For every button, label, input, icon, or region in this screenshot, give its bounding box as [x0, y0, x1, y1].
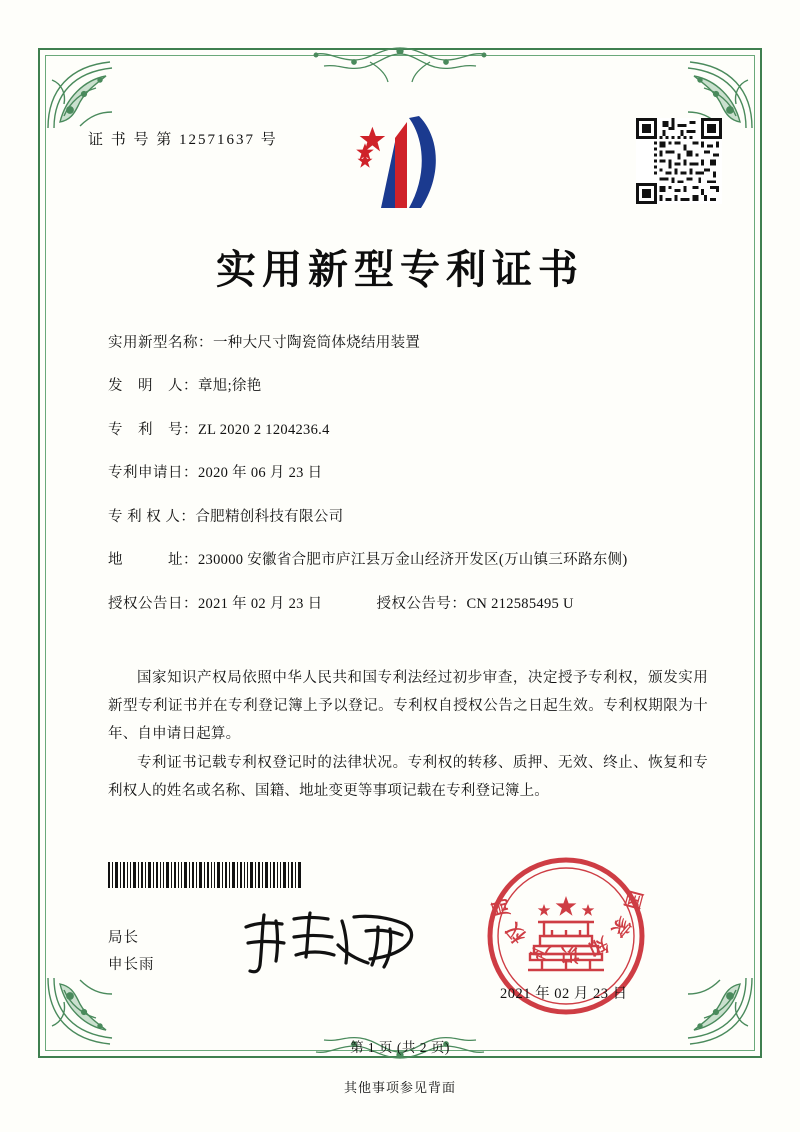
grant-number-label: 授权公告号：	[376, 595, 467, 612]
field-value: 2020 年 06 月 23 日	[198, 465, 323, 482]
certificate-number: 证 书 号 第 12571637 号	[88, 132, 278, 148]
seal-date: 2021 年 02 月 23 日	[500, 986, 628, 1002]
paragraph-1: 国家知识产权局依照中华人民共和国专利法经过初步审查，决定授予专利权，颁发实用新型专利证书并在专利登记簿上予以登记。专利权自授权公告之日起生效。专利权期限为十年、自申请日起算。	[108, 670, 708, 742]
field-label: 专 利 权 人：	[108, 508, 196, 525]
seal-text: 国家知识产权局	[486, 887, 646, 966]
cnipa-logo-icon	[343, 112, 461, 222]
field-value: ZL 2020 2 1204236.4	[198, 421, 330, 438]
top-center-ornament-icon	[250, 42, 550, 88]
field-label: 发 明 人：	[108, 378, 198, 395]
field-row-grant	[108, 593, 705, 615]
field-value: 合肥精创科技有限公司	[195, 508, 344, 525]
legal-text	[108, 665, 708, 808]
field-label: 实用新型名称：	[108, 335, 213, 351]
signature-role: 局长	[108, 930, 139, 946]
grant-date-value: 2021 年 02 月 23 日	[198, 595, 323, 612]
field-label: 专 利 号：	[108, 421, 198, 438]
field-row-patentee	[108, 506, 705, 528]
field-row-application-date	[108, 462, 705, 484]
field-row-patent-number	[108, 419, 705, 441]
footnote: 其他事项参见背面	[343, 1080, 456, 1095]
field-label: 专利申请日：	[108, 465, 198, 482]
handwritten-signature	[238, 905, 428, 977]
field-row-inventor	[108, 375, 705, 397]
grant-number-value: CN 212585495 U	[466, 595, 574, 612]
paragraph-2: 专利证书记载专利权登记时的法律状况。专利权的转移、质押、无效、终止、恢复和专利权人的姓名或名称、国籍、地址变更等事项记载在专利登记簿上。	[108, 755, 708, 800]
field-row-address	[108, 549, 705, 571]
page-indicator: 第 1 页 (共 2 页)	[350, 1040, 450, 1055]
field-row-name	[108, 332, 705, 354]
field-value: 章旭;徐艳	[198, 378, 262, 395]
page-title: 实用新型专利证书	[216, 246, 584, 293]
field-value: 230000 安徽省合肥市庐江县万金山经济开发区(万山镇三环路东侧)	[198, 552, 628, 569]
field-list	[108, 332, 705, 636]
signature-block	[108, 925, 155, 979]
grant-date-label: 授权公告日：	[108, 595, 198, 612]
signature-name: 申长雨	[108, 956, 155, 973]
qr-code	[636, 118, 722, 204]
barcode	[108, 862, 304, 888]
field-value: 一种大尺寸陶瓷筒体烧结用装置	[213, 335, 421, 351]
field-label: 地 址：	[108, 552, 198, 569]
